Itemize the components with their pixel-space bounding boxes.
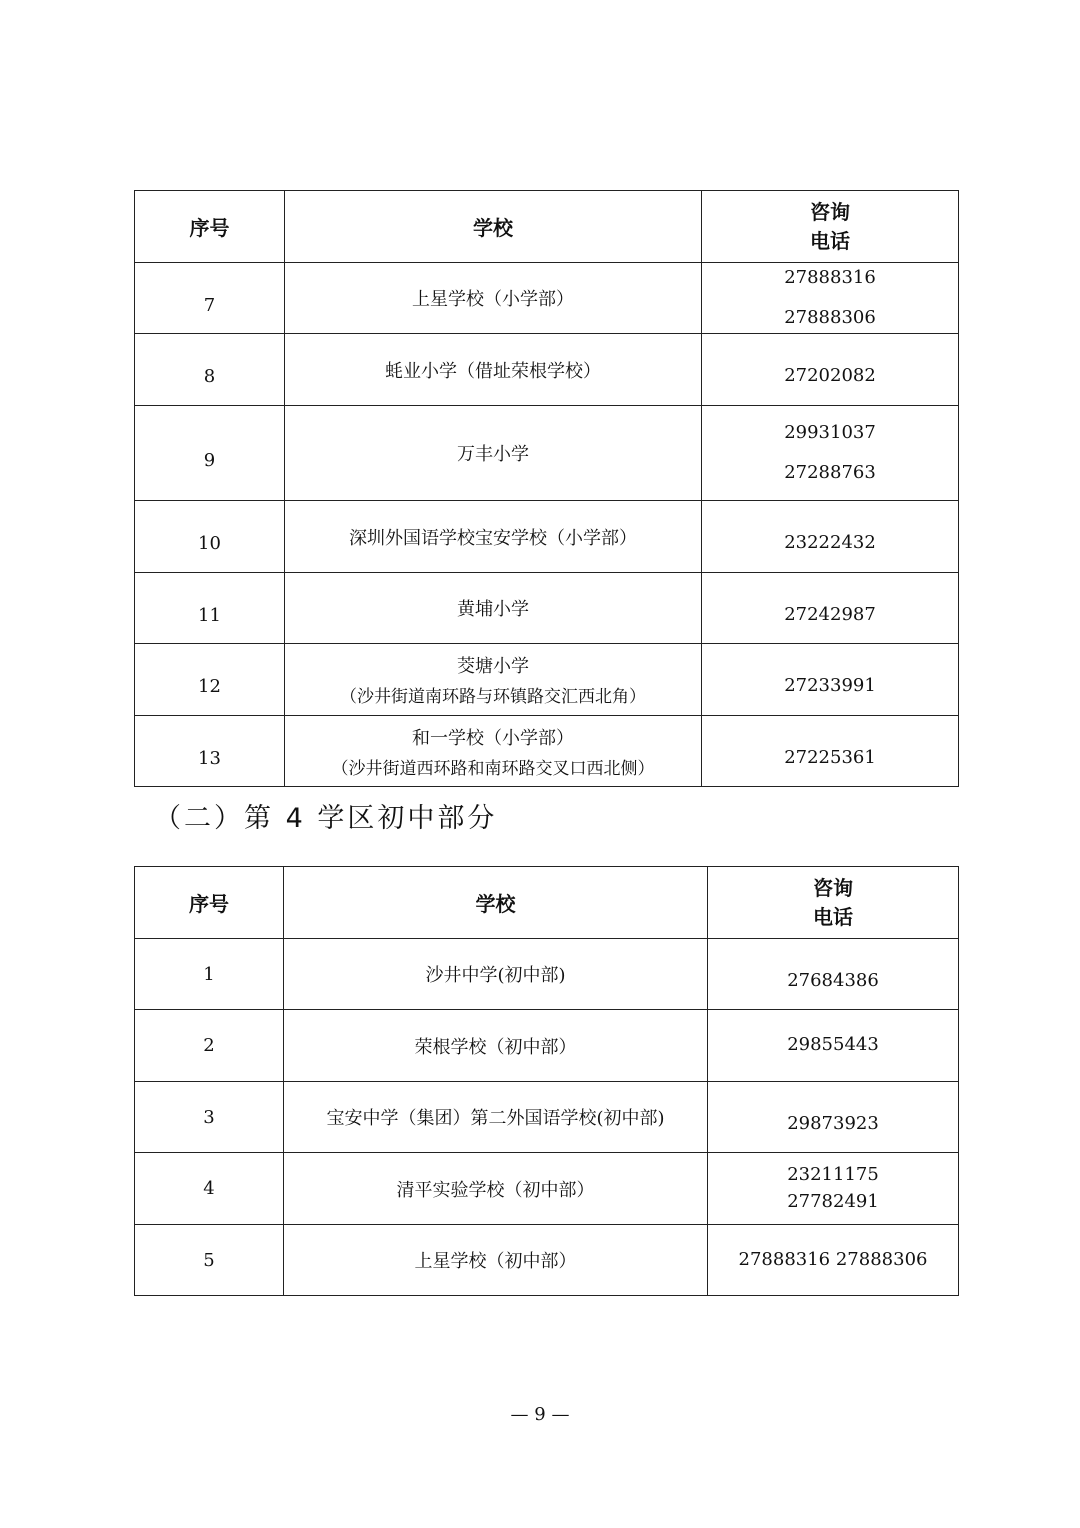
phone-number: 29855443 xyxy=(787,1034,879,1056)
school-name: 万丰小学 xyxy=(285,406,702,501)
phone-cell xyxy=(702,334,959,406)
phone-cell xyxy=(702,716,959,787)
phone-number: 27202082 xyxy=(784,365,876,387)
row-number: 8 xyxy=(135,334,285,406)
header-seq: 序号 xyxy=(135,867,284,939)
school-name: 荣根学校（初中部） xyxy=(284,1010,708,1082)
phone-number: 27225361 xyxy=(784,746,876,768)
phone-number: 29931037 xyxy=(784,421,876,443)
row-number: 3 xyxy=(135,1082,284,1153)
phone-number: 27233991 xyxy=(784,675,876,697)
school-name: 沙井中学(初中部) xyxy=(284,939,708,1010)
phone-cell xyxy=(702,644,959,716)
table-row xyxy=(135,263,959,334)
row-number: 13 xyxy=(135,716,285,787)
header-phone xyxy=(708,867,959,939)
school-address: （沙井街道西环路和南环路交叉口西北侧） xyxy=(331,758,655,779)
header-phone-line1: 咨询 xyxy=(813,875,853,900)
phone-number: 27242987 xyxy=(784,603,876,625)
school-name: 上星学校（小学部） xyxy=(285,263,702,334)
header-school: 学校 xyxy=(284,867,708,939)
school-name: 茭塘小学 xyxy=(457,656,529,677)
school-name: 蚝业小学（借址荣根学校） xyxy=(285,334,702,406)
phone-cell xyxy=(708,939,959,1010)
phone-number: 23211175 xyxy=(787,1164,879,1185)
header-seq: 序号 xyxy=(135,191,285,263)
school-name: 黄埔小学 xyxy=(285,573,702,644)
phone-cell xyxy=(708,1010,959,1082)
row-number: 4 xyxy=(135,1153,284,1225)
row-number: 10 xyxy=(135,501,285,573)
school-name: 和一学校（小学部） xyxy=(412,727,574,749)
row-number: 12 xyxy=(135,644,285,716)
table-row xyxy=(135,716,959,787)
section-heading: （二）第 4 学区初中部分 xyxy=(154,803,498,834)
table-row xyxy=(135,501,959,573)
row-number: 11 xyxy=(135,573,285,644)
table-header-row xyxy=(135,191,959,263)
school-address: （沙井街道南环路与环镇路交汇西北角） xyxy=(340,687,646,707)
table-row xyxy=(135,939,959,1010)
phone-cell xyxy=(702,263,959,334)
phone-cell xyxy=(702,573,959,644)
table-row xyxy=(135,406,959,501)
table-row xyxy=(135,1225,959,1296)
phone-cell xyxy=(708,1082,959,1153)
header-phone-line2: 电话 xyxy=(813,904,853,929)
row-number: 1 xyxy=(135,939,284,1010)
school-name: 深圳外国语学校宝安学校（小学部） xyxy=(285,501,702,573)
school-name: 清平实验学校（初中部） xyxy=(284,1153,708,1225)
table-row xyxy=(135,1010,959,1082)
table-row xyxy=(135,1082,959,1153)
middle-school-table xyxy=(134,866,959,1296)
phone-number: 27684386 xyxy=(787,969,879,991)
row-number: 5 xyxy=(135,1225,284,1296)
phone-number: 27782491 xyxy=(787,1190,879,1212)
phone-number: 27288763 xyxy=(784,462,876,483)
phone-number: 23222432 xyxy=(784,532,876,554)
phone-number: 27888316 xyxy=(784,266,876,288)
phone-cell xyxy=(702,501,959,573)
header-phone-line2: 电话 xyxy=(810,228,850,253)
primary-school-table xyxy=(134,190,959,787)
phone-cell xyxy=(708,1225,959,1296)
school-cell xyxy=(285,644,702,716)
phone-cell xyxy=(702,406,959,501)
page-number: — 9 — xyxy=(510,1404,570,1425)
row-number: 9 xyxy=(135,406,285,501)
table-header-row xyxy=(135,867,959,939)
table-row xyxy=(135,644,959,716)
table-row xyxy=(135,334,959,406)
school-cell xyxy=(285,716,702,787)
phone-cell xyxy=(708,1153,959,1225)
phone-number: 27888306 xyxy=(784,307,876,328)
table-row xyxy=(135,1153,959,1225)
header-phone-line1: 咨询 xyxy=(810,199,850,224)
header-phone xyxy=(702,191,959,263)
phone-number: 27888316 27888306 xyxy=(738,1248,928,1270)
table-row xyxy=(135,573,959,644)
school-name: 宝安中学（集团）第二外国语学校(初中部) xyxy=(284,1082,708,1153)
row-number: 7 xyxy=(135,263,285,334)
school-name: 上星学校（初中部） xyxy=(284,1225,708,1296)
row-number: 2 xyxy=(135,1010,284,1082)
header-school: 学校 xyxy=(285,191,702,263)
phone-number: 29873923 xyxy=(787,1112,879,1134)
